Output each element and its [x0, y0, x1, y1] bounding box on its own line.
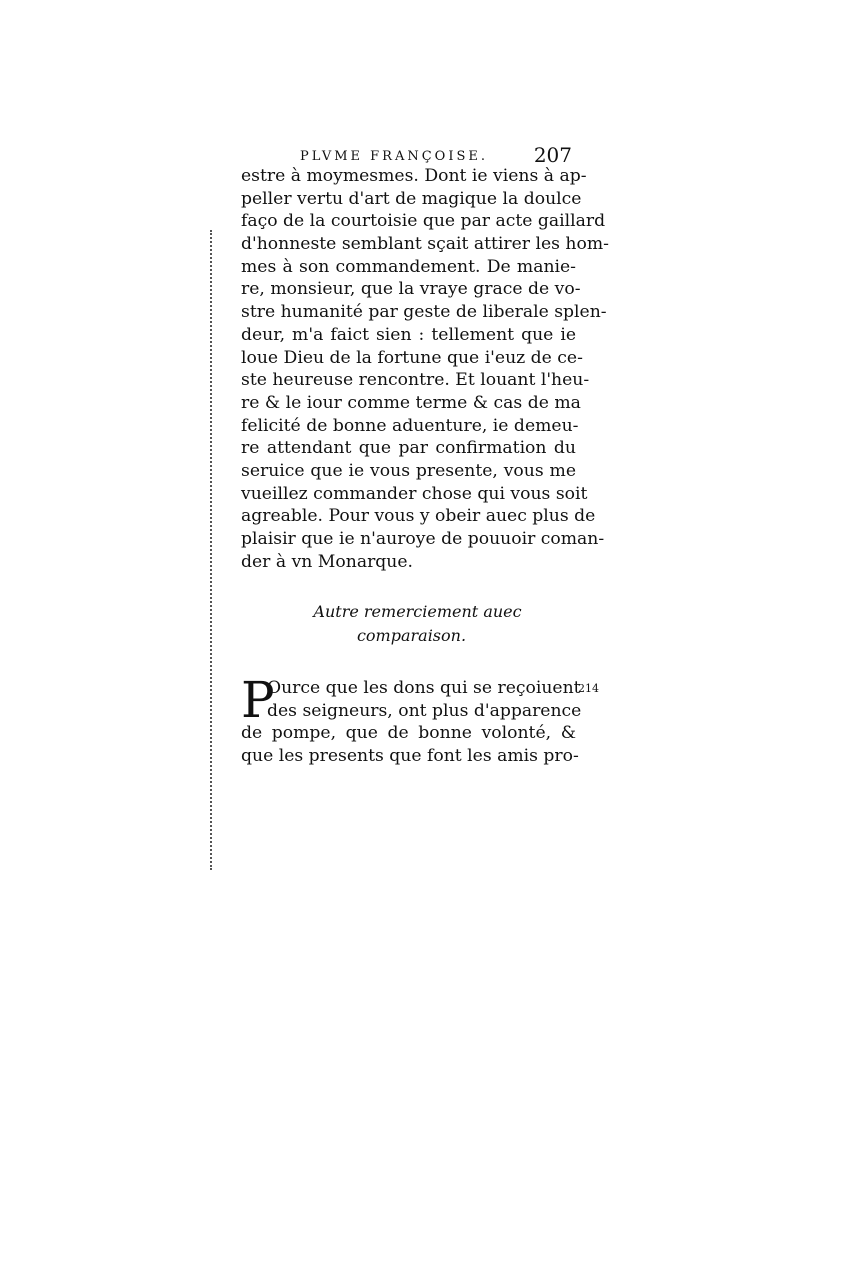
running-title: PLVME FRANÇOISE.: [300, 149, 488, 164]
gutter-edge: [210, 230, 212, 870]
text-line: estre à moymesmes. Dont ie viens à ap-: [241, 166, 587, 186]
text-line: que les presents que font les amis pro-: [241, 746, 579, 767]
drop-cap: P: [241, 671, 275, 729]
text-line: agreable. Pour vous y obeir auec plus de: [241, 506, 596, 527]
text-line: ste heureuse rencontre. Et louant l'heu-: [241, 370, 590, 391]
text-line: re & le iour comme terme & cas de ma: [241, 392, 581, 413]
text-line: Ource que les dons qui se reçoiuent: [267, 678, 581, 698]
text-line: faço de la courtoisie que par acte gaillard: [241, 211, 606, 232]
page-number: 207: [533, 143, 572, 167]
heading-line-1: Autre remerciement auec: [313, 602, 522, 621]
text-line: peller vertu d'art de magique la doulce: [241, 188, 582, 209]
text-line: plaisir que ie n'auroye de pouuoir coman-: [241, 529, 605, 549]
text-line: deur, m'a faict sien : tellement que ie: [241, 324, 576, 345]
text-line: stre humanité par geste de liberale splen-: [241, 302, 607, 323]
text-line: des seigneurs, ont plus d'apparence: [267, 700, 582, 721]
heading-line-2: comparaison.: [356, 626, 467, 645]
paragraph-1: [241, 165, 609, 573]
text-line: seruice que ie vous presente, vous me: [241, 460, 576, 481]
text-line: d'honneste semblant sçait attirer les hom-: [241, 234, 609, 255]
margin-note: 214: [578, 682, 599, 695]
text-line: re attendant que par confirmation du: [241, 438, 576, 459]
text-line: de pompe, que de bonne volonté, &: [241, 723, 576, 744]
text-line: der à vn Monarque.: [241, 551, 413, 572]
text-line: vueillez commander chose qui vous soit: [241, 483, 588, 504]
text-line: loue Dieu de la fortune que i'euz de ce-: [241, 347, 583, 368]
text-line: felicité de bonne aduenture, ie demeu-: [241, 415, 579, 436]
text-line: mes à son commandement. De manie-: [241, 256, 576, 277]
section-heading: [241, 600, 576, 648]
paragraph-2: [241, 671, 582, 768]
text-line: re, monsieur, que la vraye grace de vo-: [241, 279, 581, 300]
